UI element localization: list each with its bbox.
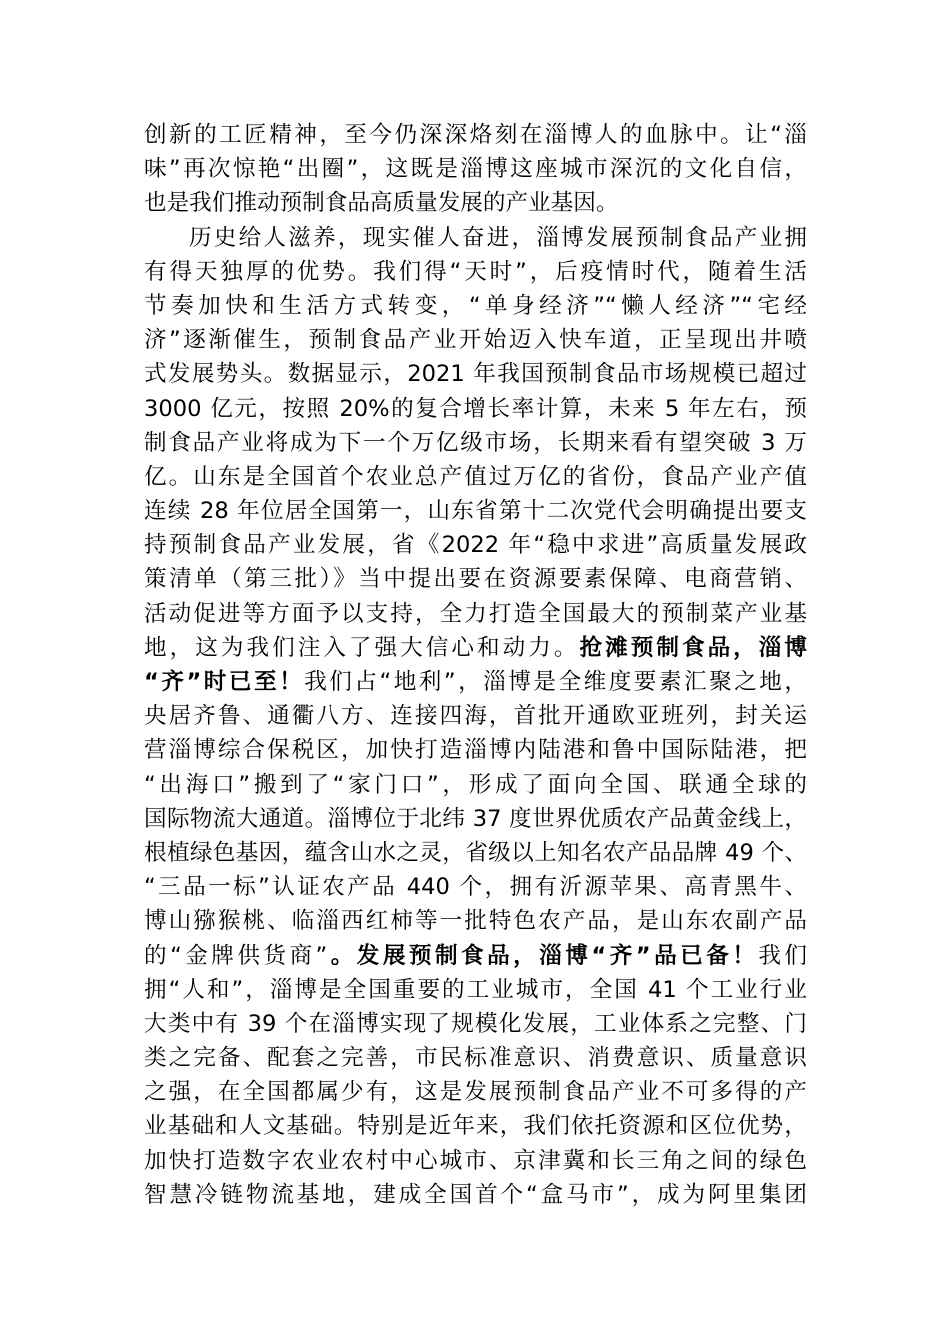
bold-text-segment: 抢滩预制食品，淄博 — [579, 634, 808, 661]
text-line — [144, 357, 807, 391]
text-line — [144, 255, 807, 289]
text-segment: 策清单（第三批）》当中提出要在资源要素保障、电商营销、 — [144, 566, 807, 593]
text-line — [144, 768, 807, 802]
text-segment: 制食品产业将成为下一个万亿级市场，长期来看有望突破 3 万 — [144, 429, 807, 456]
text-segment: “三品一标”认证农产品 440 个，拥有沂源苹果、高青黑牛、 — [144, 874, 807, 901]
text-line — [144, 939, 807, 973]
document-page — [144, 118, 807, 1212]
text-line — [144, 597, 807, 631]
text-segment: 之强，在全国都属少有，这是发展预制食品产业不可多得的产 — [144, 1079, 807, 1106]
text-segment: 味”再次惊艳“出圈”，这既是淄博这座城市深沉的文化自信， — [144, 156, 807, 183]
text-segment: 的“金牌供货商” — [144, 942, 328, 969]
text-line — [144, 904, 807, 938]
text-segment: “出海口”搬到了“家门口”，形成了面向全国、联通全球的 — [144, 771, 807, 798]
text-line — [144, 323, 807, 357]
text-segment: 央居齐鲁、通衢八方、连接四海，首批开通欧亚班列，封关运 — [144, 703, 807, 730]
text-line — [144, 665, 807, 699]
text-segment: 我们 — [758, 942, 808, 969]
text-line — [144, 494, 807, 528]
text-line — [144, 1075, 807, 1109]
text-segment: 3000 亿元，按照 20%的复合增长率计算，未来 5 年左右，预 — [144, 395, 807, 422]
text-line — [144, 870, 807, 904]
text-line — [144, 460, 807, 494]
bold-text-segment: 。发展预制食品，淄博“齐”品已备！ — [327, 942, 759, 969]
text-segment: 连续 28 年位居全国第一，山东省第十二次党代会明确提出要支 — [144, 498, 807, 525]
text-line — [144, 631, 807, 665]
text-segment: 活动促进等方面予以支持，全力打造全国最大的预制菜产业基 — [144, 600, 807, 627]
text-line — [144, 186, 807, 220]
text-segment: 智慧冷链物流基地，建成全国首个“盒马市”，成为阿里集团 — [144, 1181, 807, 1208]
text-line — [144, 562, 807, 596]
text-line — [144, 973, 807, 1007]
text-segment: 持预制食品产业发展，省《2022 年“稳中求进”高质量发展政 — [144, 532, 807, 559]
text-line — [144, 836, 807, 870]
text-line — [144, 528, 807, 562]
text-segment: 我们占“地利”，淄博是全维度要素汇聚之地， — [304, 669, 807, 695]
text-line — [144, 699, 807, 733]
bold-text-segment: “齐”时已至！ — [144, 669, 305, 695]
text-segment: 类之完备、配套之完善，市民标准意识、消费意识、质量意识 — [144, 1045, 807, 1072]
text-line — [144, 426, 807, 460]
text-segment: 式发展势头。数据显示，2021 年我国预制食品市场规模已超过 — [144, 361, 807, 388]
text-segment: 有得天独厚的优势。我们得“天时”，后疫情时代，随着生活 — [144, 258, 807, 285]
text-segment: 业基础和人文基础。特别是近年来，我们依托资源和区位优势， — [144, 1113, 807, 1140]
text-line — [144, 392, 807, 426]
text-segment: 营淄博综合保税区，加快打造淄博内陆港和鲁中国际陆港，把 — [144, 737, 807, 764]
text-segment: 博山猕猴桃、临淄西红柿等一批特色农产品，是山东农副产品 — [144, 908, 807, 935]
text-line — [144, 289, 807, 323]
text-line — [144, 733, 807, 767]
text-segment: 亿。山东是全国首个农业总产值过万亿的省份，食品产业产值 — [144, 463, 807, 490]
text-line — [144, 118, 807, 152]
text-line — [144, 1144, 807, 1178]
text-line — [144, 1041, 807, 1075]
text-segment: 加快打造数字农业农村中心城市、京津冀和长三角之间的绿色 — [144, 1147, 807, 1174]
text-segment: 拥“人和”，淄博是全国重要的工业城市，全国 41 个工业行业 — [144, 976, 807, 1003]
text-segment: 济”逐渐催生，预制食品产业开始迈入快车道，正呈现出井喷 — [144, 327, 807, 354]
text-line — [144, 1109, 807, 1143]
text-segment: 地，这为我们注入了强大信心和动力。 — [144, 634, 580, 661]
text-segment: 根植绿色基因，蕴含山水之灵，省级以上知名农产品品牌 49 个、 — [144, 839, 807, 866]
text-segment: 历史给人滋养，现实催人奋进，淄博发展预制食品产业拥 — [189, 224, 807, 251]
text-segment: 也是我们推动预制食品高质量发展的产业基因。 — [144, 190, 619, 217]
text-line — [144, 152, 807, 186]
text-segment: 大类中有 39 个在淄博实现了规模化发展，工业体系之完整、门 — [144, 1010, 807, 1037]
text-line — [144, 802, 807, 836]
text-segment: 节奏加快和生活方式转变，“单身经济”“懒人经济”“宅经 — [144, 292, 807, 319]
text-line — [144, 1007, 807, 1041]
text-segment: 创新的工匠精神，至今仍深深烙刻在淄博人的血脉中。让“淄 — [144, 122, 807, 148]
text-line — [144, 1178, 807, 1212]
text-line — [144, 221, 807, 255]
text-segment: 国际物流大通道。淄博位于北纬 37 度世界优质农产品黄金线上， — [144, 805, 807, 832]
